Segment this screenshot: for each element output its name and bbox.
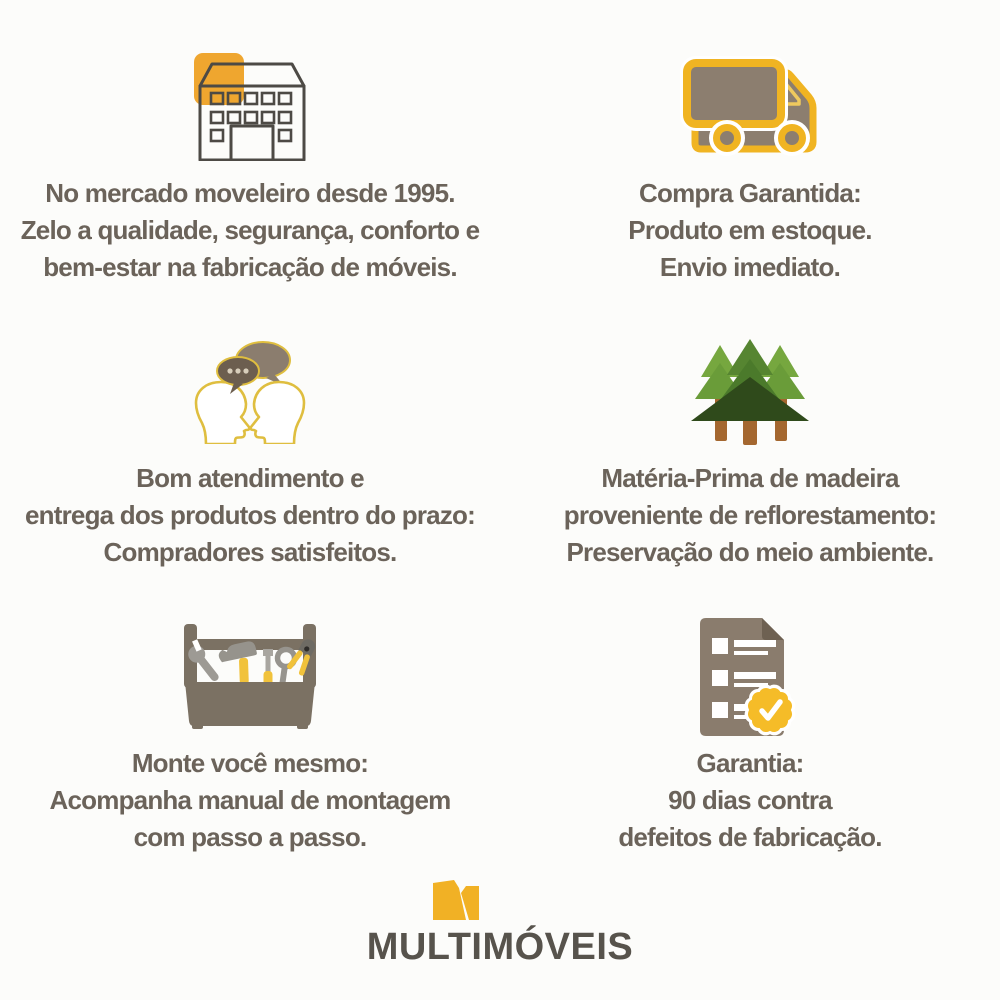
text-line: Acompanha manual de montagem <box>49 785 451 815</box>
feature-text-heritage <box>21 175 480 286</box>
text-line: No mercado moveleiro desde 1995. <box>45 178 455 208</box>
feature-card-warranty <box>500 615 1000 856</box>
text-line: Monte você mesmo: <box>131 748 369 778</box>
feature-card-guaranteed-purchase <box>500 45 1000 286</box>
feature-text-customer-service <box>25 460 475 571</box>
feature-text-raw-material <box>564 460 937 571</box>
text-line: Compra Garantida: <box>639 178 861 208</box>
text-line: proveniente de reflorestamento: <box>563 500 937 530</box>
text-line: Matéria-Prima de madeira <box>601 463 899 493</box>
feature-text-self-assembly <box>50 745 451 856</box>
toolbox-icon <box>182 615 318 739</box>
pine-trees-icon <box>691 330 809 454</box>
feature-card-customer-service <box>0 330 500 571</box>
text-line: Produto em estoque. <box>628 215 872 245</box>
building-icon <box>194 45 306 169</box>
delivery-truck-icon <box>679 45 821 169</box>
text-line: Bom atendimento e <box>136 463 364 493</box>
text-line: 90 dias contra <box>668 785 832 815</box>
feature-card-self-assembly <box>0 615 500 856</box>
multimoveis-logo-icon <box>433 880 481 925</box>
text-line: bem-estar na fabricação de móveis. <box>43 252 457 282</box>
warranty-document-icon <box>700 615 800 739</box>
text-line: entrega dos produtos dentro do prazo: <box>25 500 475 530</box>
brand-footer <box>0 880 1000 966</box>
feature-text-guaranteed-purchase <box>628 175 871 286</box>
feature-card-heritage <box>0 45 500 286</box>
brand-name: MULTIMÓVEIS <box>366 926 634 968</box>
text-line: Zelo a qualidade, segurança, conforto e <box>20 215 480 245</box>
feature-text-warranty <box>618 745 881 856</box>
text-line: com passo a passo. <box>133 822 367 852</box>
text-line: Compradores satisfeitos. <box>103 537 397 567</box>
text-line: defeitos de fabricação. <box>618 822 882 852</box>
feature-card-raw-material <box>500 330 1000 571</box>
text-line: Envio imediato. <box>659 252 841 282</box>
text-line: Preservação do meio ambiente. <box>566 537 934 567</box>
conversation-icon <box>190 330 310 454</box>
text-line: Garantia: <box>696 748 804 778</box>
